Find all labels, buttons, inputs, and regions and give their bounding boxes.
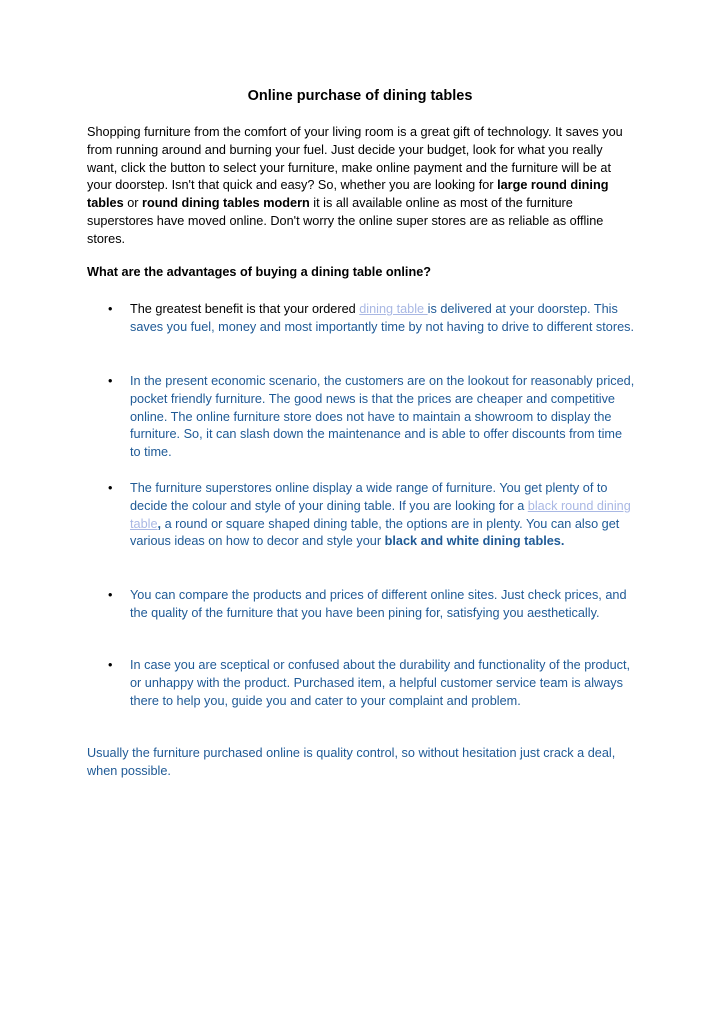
bullet-3-text-2: a round or square shaped dining table, the options are in plenty. You can also get various ideas on how to decor and style your (130, 516, 620, 549)
intro-text-2: or (123, 196, 143, 211)
bullet-item-economic (130, 373, 635, 462)
bullet-3-comma: , (157, 516, 162, 531)
section-heading: What are the advantages of buying a dining table online? (87, 265, 432, 279)
bullet-4-text: You can compare the products and prices of different online sites. Just check prices, and the quality of the furniture that you have been pining for, satisfying you aesthetically. (130, 588, 627, 620)
closing-paragraph: Usually the furniture purchased online is quality control, so without hesitation just crack a deal, when possible. (87, 746, 616, 778)
bullet-1-rest: is delivered at your doorstep. This saves you fuel, money and most importantly time by not having to drive to different stores. (130, 302, 634, 334)
intro-text-3: it is all available online as most of the furniture superstores have moved online. Don't worry the online super stores are as reliable as offline stores. (87, 196, 604, 246)
bullet-item-range (130, 480, 635, 551)
bullet-item-service (130, 657, 635, 710)
dining-table-link[interactable]: dining table (359, 302, 428, 316)
black-round-dining-table-link[interactable]: black round dining table (130, 498, 631, 531)
bullet-item-compare (130, 587, 635, 623)
bullet-2-text: In the present economic scenario, the customers are on the lookout for reasonably priced, pocket friendly furniture. The good news is that the prices are cheaper and competitive online. The online furniture store does not have to maintain a showroom to display the furniture. So, it can slash down the maintenance and is able to offer discounts from time to time. (130, 374, 635, 460)
bullet-3-text-1: The furniture superstores online display a wide range of furniture. You get plenty of to decide the colour and style of your dining table. If you are looking for a (130, 481, 608, 513)
bullet-1-lead: The greatest benefit is that your ordered (130, 302, 360, 316)
intro-bold-round-dining-tables-modern: round dining tables modern (142, 196, 310, 211)
page-title: Online purchase of dining tables (247, 88, 473, 104)
bullet-5-text: In case you are sceptical or confused about the durability and functionality of the product, or unhappy with the product. Purchased item, a helpful customer service team is always there to help you, guide you and cater to your complaint and problem. (130, 658, 631, 708)
bullet-item-doorstep (130, 301, 635, 337)
intro-text-1: Shopping furniture from the comfort of your living room is a great gift of technology. It saves you from running around and burning your fuel. Just decide your budget, look for what you really want, click the button to select your furniture, make online payment and the furniture will be at your doorstep. Isn't that quick and easy? So, whether you are looking for (87, 125, 623, 193)
intro-bold-large-round-dining-tables: large round dining tables (87, 178, 609, 211)
intro-paragraph (87, 124, 635, 249)
bullet-3-bold-black-and-white: black and white dining tables. (384, 534, 565, 549)
